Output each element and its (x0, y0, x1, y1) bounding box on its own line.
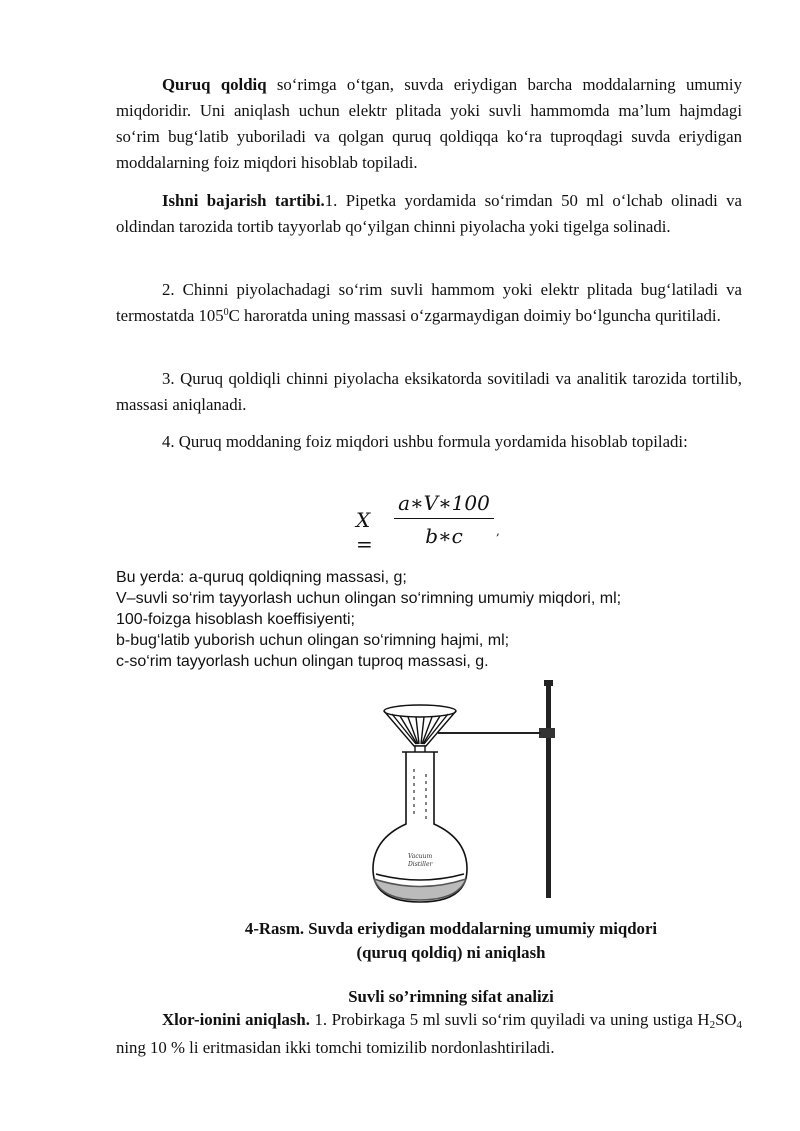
stand-rod (546, 682, 551, 898)
formula-denominator: b∗c (425, 524, 463, 548)
paragraph-quruq-qoldiq (116, 72, 742, 176)
stand-clamp (539, 728, 555, 738)
paragraph-step-2: 2. Chinni piyolachadagi so‘rim suvli hammom yoki elektr plitada bug‘latiladi va termostatda $105^0C$ haroratda uning massasi o‘zgarmaydigan doimiy bo‘lguncha quritiladi. (116, 280, 742, 325)
superscript-degree: 0 (223, 307, 229, 318)
definition-line: 100-foizga hisoblash koeffisiyenti; (116, 611, 355, 628)
figure-caption-line-2: (quruq qoldiq) ni aniqlash (356, 943, 546, 962)
paragraph-ishni-bajarish (116, 188, 742, 240)
definition-line: V–suvli so‘rim tayyorlash uchun olingan so‘rimning umumiy miqdori, ml; (116, 590, 622, 607)
paragraph-text: 1. Pipetka yordamida so‘rimdan 50 ml o‘lchab olinadi va oldindan tarozida tortib tayyorlab qo‘yilgan chinni piyolacha yoki tigelga solinadi. (116, 191, 742, 236)
paragraph-step-4: 4. Quruq moddaning foiz miqdori ushbu formula yordamida hisoblab topiladi: (162, 432, 688, 451)
apparatus-figure (318, 674, 578, 914)
formula-fraction (394, 490, 494, 549)
section-title: Suvli so’rimning sifat analizi (348, 987, 554, 1006)
heading-xlor-ionini: Xlor-ionini aniqlash. (162, 1010, 310, 1029)
formula-trailing-comma: , (496, 524, 500, 538)
figure-caption-line-1: 4-Rasm. Suvda eriydigan moddalarning umumiy miqdori (244, 919, 658, 938)
formula-numerator: a∗V∗100 (398, 491, 490, 515)
paragraph-step-3: 3. Quruq qoldiqli chinni piyolacha eksikatorda sovitiladi va analitik tarozida tortilib, massasi aniqlanadi. (116, 369, 742, 414)
fraction-bar (394, 518, 494, 519)
flask (373, 752, 467, 902)
definition-line: c-so‘rim tayyorlash uchun olingan tuproq massasi, g. (116, 653, 489, 670)
definition-line: b-bug‘latib yuborish uchun olingan so‘rimning hajmi, ml; (116, 632, 510, 649)
paragraph-xlor-ionini: Xlor-ionini aniqlash. 1. Probirkaga 5 ml suvli so‘rim quyiladi va uning ustiga $H_2SO_4$ ning 10 % li eritmasidan ikki tomchi tomizilib nordonlashtiriladi. (116, 1010, 743, 1057)
flask-label-line2: Distiller (408, 861, 433, 868)
definition-line: Bu yerda: a-quruq qoldiqning massasi, g; (116, 569, 407, 586)
formula-lhs: X = (356, 508, 373, 556)
heading-ishni-bajarish: Ishni bajarish tartibi. (162, 191, 325, 210)
paragraph-text: so‘rimga o‘tgan, suvda eriydigan barcha moddalarning umumiy miqdoridir. Uni aniqlash uchun elektr plitada yoki suvli hammomda ma’lum hajmdagi so‘rim bug‘latib yuboriladi va qolgan quruq qoldiqqa ko‘ra tuproqdagi suvda eriydigan moddalarning foiz miqdori hisoblab topiladi. (116, 75, 742, 172)
flask-label-line1: Vacuum (408, 853, 433, 860)
term-quruq-qoldiq: Quruq qoldiq (162, 75, 267, 94)
definitions-list (116, 567, 742, 672)
